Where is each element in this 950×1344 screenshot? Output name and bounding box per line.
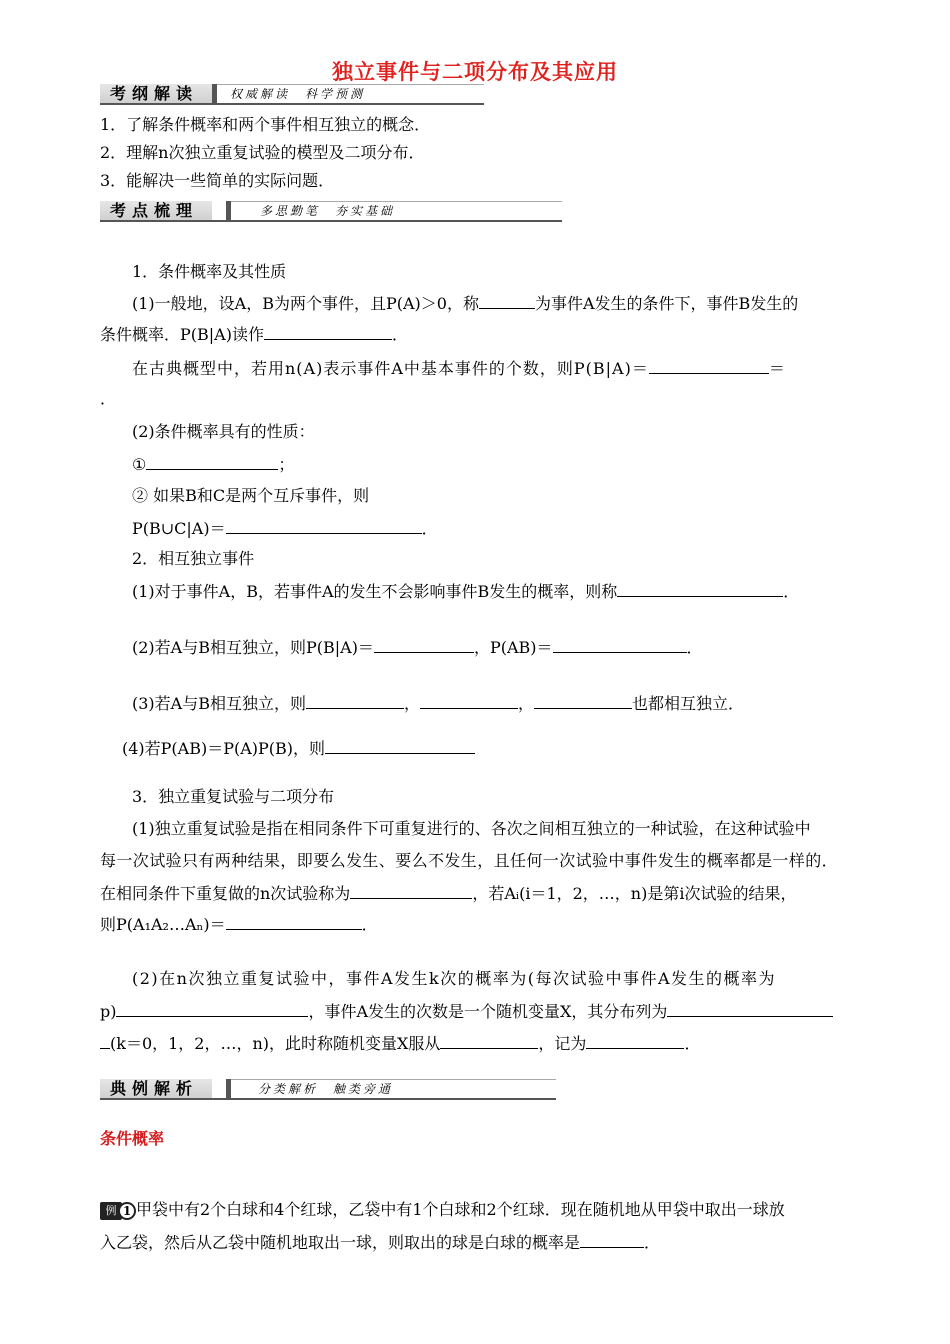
s1-line-5: (2)条件概率具有的性质：	[132, 422, 315, 441]
banner-label: 考点梳理	[100, 201, 212, 221]
example-number-icon: 1	[118, 1202, 136, 1220]
s3-line-4: 则P(A₁A₂…Aₙ)＝ ．	[100, 915, 378, 934]
fill-blank[interactable]	[553, 636, 687, 653]
fill-blank[interactable]	[586, 1032, 684, 1049]
fill-blank[interactable]	[440, 1032, 538, 1049]
s3-line-1: (1)独立重复试验是指在相同条件下可重复进行的、各次之间相互独立的一种试验，在这种试验中	[132, 819, 811, 838]
s2-line-1: (1)对于事件A，B，若事件A的发生不会影响事件B发生的概率，则称 ．	[132, 582, 800, 601]
banner-key-points	[100, 201, 562, 221]
banner-rule	[100, 220, 562, 222]
fill-blank[interactable]	[264, 323, 392, 340]
s1-line-4: ．	[100, 389, 117, 408]
fill-blank[interactable]	[226, 517, 422, 534]
s2-line-3: (3)若A与B相互独立，则 ， ， 也都相互独立．	[132, 694, 745, 713]
fill-blank[interactable]	[325, 737, 475, 754]
fill-blank[interactable]	[306, 692, 404, 709]
s3-line-3: 在相同条件下重复做的n次试验称为 ，若Aᵢ(i＝1，2，…，n)是第i次试验的结果，	[100, 884, 797, 903]
banner-examples	[100, 1079, 556, 1099]
banner-divider	[226, 201, 231, 221]
fill-blank[interactable]	[146, 453, 278, 470]
page-title: 独立事件与二项分布及其应用	[332, 60, 618, 84]
banner-subtitle: 多思勤笔 夯实基础	[260, 204, 396, 218]
s1-line-7: ② 如果B和C是两个互斥事件，则	[132, 486, 370, 505]
banner-label: 典例解析	[100, 1079, 212, 1099]
fill-blank[interactable]	[617, 580, 783, 597]
s1-line-2: 条件概率．P(B|A)读作 ．	[100, 325, 408, 344]
banner-divider	[212, 84, 217, 104]
banner-divider	[226, 1079, 231, 1099]
banner-label: 考纲解读	[100, 84, 212, 104]
s1-line-6: ① ；	[132, 455, 295, 474]
banner-subtitle: 分类解析 触类旁通	[258, 1082, 394, 1096]
fill-blank[interactable]	[667, 1000, 833, 1017]
s1-heading: 1．条件概率及其性质	[132, 262, 287, 281]
banner-rule	[100, 103, 484, 105]
s3-line-2: 每一次试验只有两种结果，即要么发生、要么不发生，且任何一次试验中事件发生的概率都是一样的．	[100, 851, 839, 870]
fill-blank[interactable]	[226, 913, 362, 930]
fill-blank[interactable]	[534, 692, 632, 709]
fill-blank[interactable]	[479, 292, 535, 309]
s3-line-5: (2)在n次独立重复试验中，事件A发生k次的概率为(每次试验中事件A发生的概率为	[132, 969, 777, 988]
outline-item-2: 2．理解n次独立重复试验的模型及二项分布．	[100, 143, 425, 162]
s1-line-8: P(B∪C|A)＝ ．	[132, 519, 438, 538]
banner-rule	[100, 1098, 556, 1100]
example-1-line-1: 例 1 甲袋中有2个白球和4个红球，乙袋中有1个白球和2个红球．现在随机地从甲袋中取出一球放	[100, 1199, 785, 1221]
fill-blank[interactable]	[374, 636, 474, 653]
example-1-line-2: 入乙袋，然后从乙袋中随机地取出一球，则取出的球是白球的概率是 ．	[100, 1233, 661, 1252]
example-badge-icon: 例	[100, 1202, 122, 1220]
fill-blank[interactable]	[649, 357, 769, 374]
s3-line-7: (k＝0，1，2，…，n)，此时称随机变量X服从 ，记为 ．	[100, 1032, 700, 1055]
s1-line-1: (1)一般地，设A，B为两个事件，且P(A)＞0，称 为事件A发生的条件下，事件B发生的	[132, 294, 799, 313]
fill-blank[interactable]	[116, 1000, 308, 1017]
s3-heading: 3．独立重复试验与二项分布	[132, 787, 335, 806]
s1-line-3: 在古典概型中，若用n(A)表示事件A中基本事件的个数，则P(B|A)＝ ＝	[132, 359, 786, 378]
fill-blank[interactable]	[350, 882, 472, 899]
section-conditional-probability: 条件概率	[100, 1129, 165, 1148]
s2-line-4: (4)若P(AB)＝P(A)P(B)，则	[122, 737, 475, 760]
outline-item-1: 1．了解条件概率和两个事件相互独立的概念．	[100, 115, 431, 134]
fill-blank[interactable]	[420, 692, 518, 709]
s2-heading: 2．相互独立事件	[132, 549, 255, 568]
fill-blank[interactable]	[100, 1032, 110, 1049]
s2-line-2: (2)若A与B相互独立，则P(B|A)＝ ，P(AB)＝ ．	[132, 638, 703, 657]
fill-blank[interactable]	[580, 1231, 644, 1248]
banner-subtitle: 权威解读 科学预测	[230, 87, 366, 101]
banner-exam-outline	[100, 84, 484, 104]
s3-line-6: p) ，事件A发生的次数是一个随机变量X，其分布列为	[100, 1000, 833, 1023]
outline-item-3: 3．能解决一些简单的实际问题．	[100, 171, 335, 190]
